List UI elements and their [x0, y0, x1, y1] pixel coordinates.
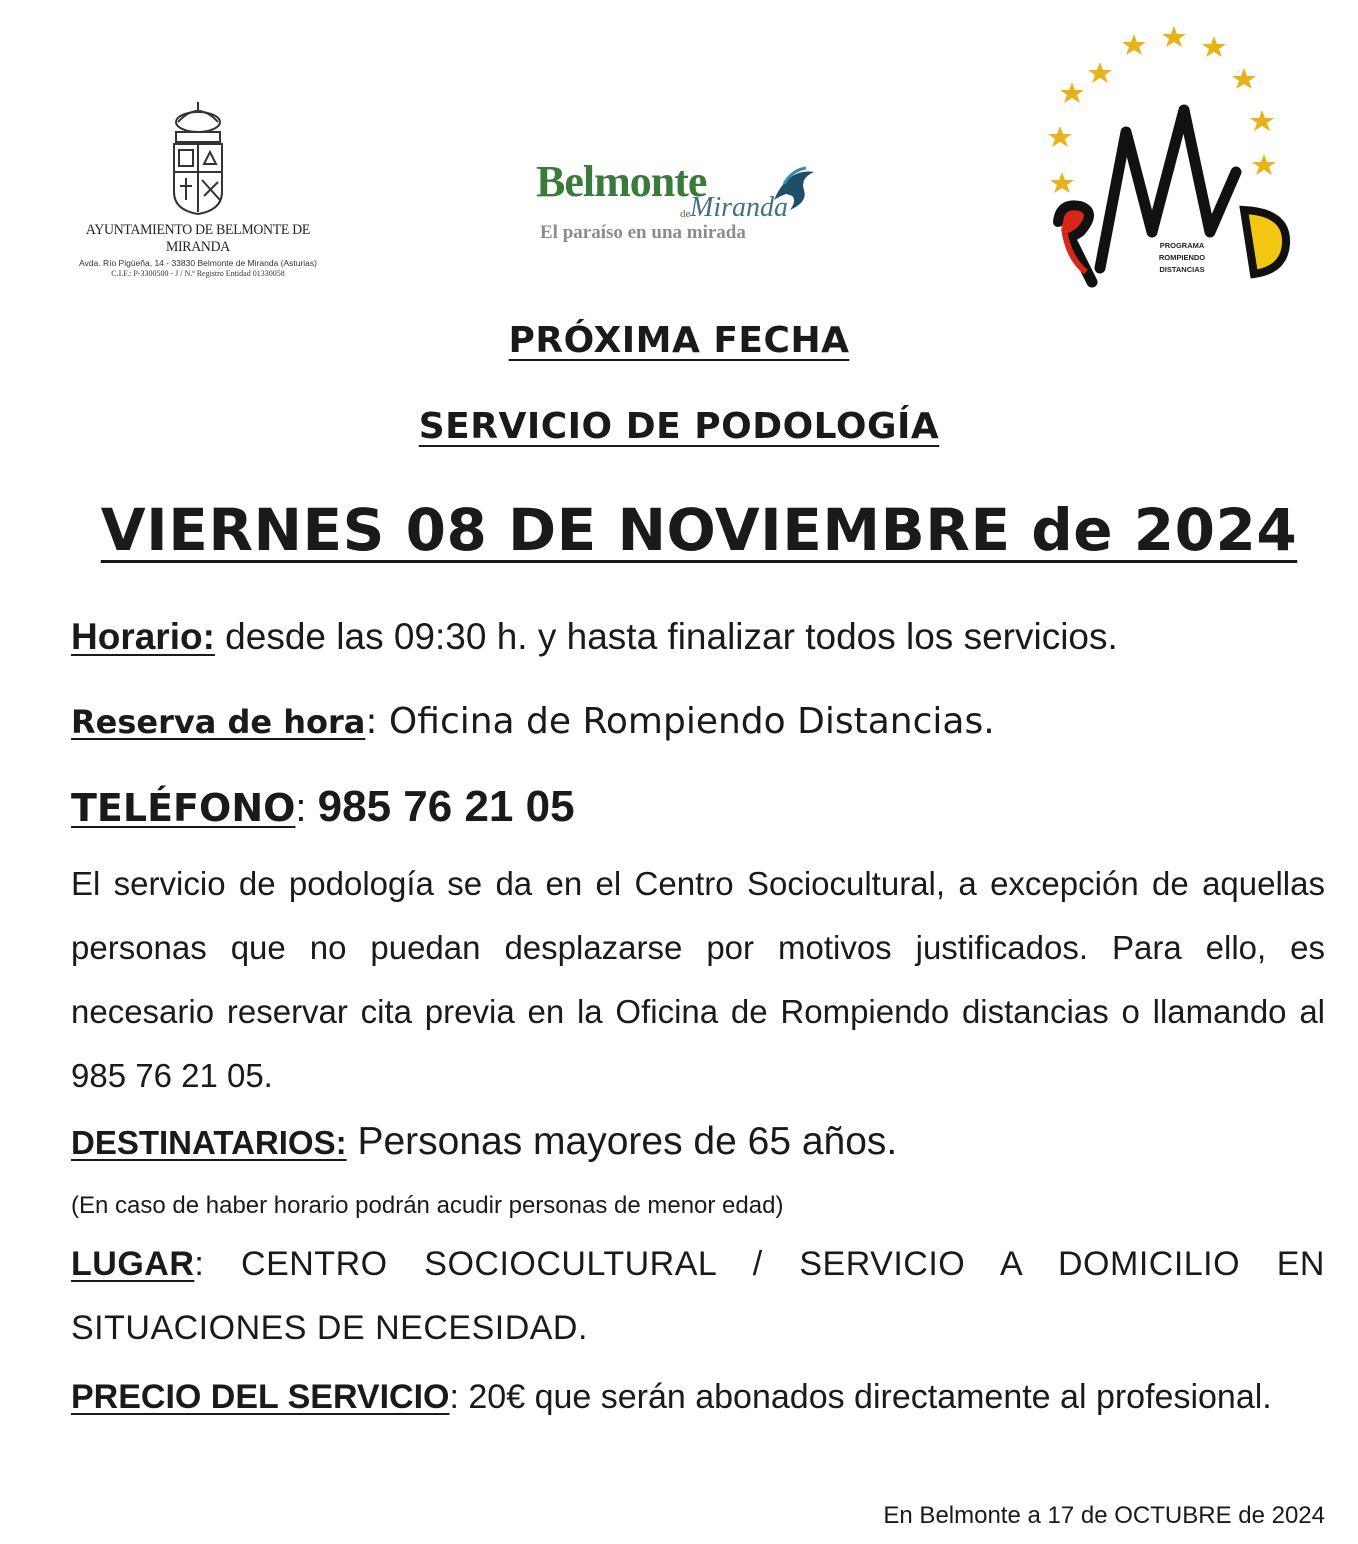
reserva-value: : Oficina de Rompiendo Distancias.: [365, 701, 995, 742]
age-note: (En caso de haber horario podrán acudir personas de menor edad): [71, 1192, 784, 1219]
horario-line: [71, 616, 1325, 658]
horario-value: desde las 09:30 h. y hasta finalizar todos los servicios.: [214, 616, 1118, 657]
lugar-block: [71, 1232, 1325, 1360]
reserva-line: [71, 700, 1325, 742]
rd-caption-line: DISTANCIAS: [1159, 265, 1205, 274]
star-icon: [1232, 68, 1256, 89]
star-ring: [1048, 26, 1276, 193]
signature-line: En Belmonte a 17 de OCTUBRE de 2024: [883, 1502, 1325, 1529]
belmonte-miranda: Miranda: [690, 192, 788, 223]
lugar-value: : CENTRO SOCIOCULTURAL / SERVICIO A DOMICILIO EN SITUACIONES DE NECESIDAD.: [71, 1245, 1325, 1347]
rd-caption: [1144, 240, 1220, 276]
star-icon: [1202, 36, 1226, 57]
destinatarios-label: DESTINATARIOS:: [71, 1124, 347, 1161]
ayuntamiento-logo: [58, 100, 338, 278]
star-icon: [1252, 154, 1276, 175]
belmonte-de: de: [680, 208, 691, 220]
star-icon: [1122, 34, 1146, 55]
star-icon: [1050, 172, 1074, 193]
horario-label: Horario:: [71, 616, 215, 657]
star-icon: [1088, 62, 1112, 83]
ayuntamiento-name: AYUNTAMIENTO DE BELMONTE DE MIRANDA: [85, 222, 311, 255]
star-icon: [1048, 126, 1072, 147]
coat-of-arms-icon: [168, 100, 228, 218]
lugar-label: LUGAR: [71, 1245, 195, 1283]
belmonte-word: Belmonte: [536, 157, 707, 206]
service-description: El servicio de podología se da en el Centro Sociocultural, a excepción de aquellas personas que no puedan desplazarse por motivos justificados. Para ello, es necesario reservar cita previa en la Oficina de Rompiendo distancias o llamando al 985 76 21 05.: [71, 865, 1325, 1094]
destinatarios-value: Personas mayores de 65 años.: [346, 1120, 898, 1163]
precio-label: PRECIO DEL SERVICIO: [71, 1378, 450, 1416]
precio-value: : 20€ que serán abonados directamente al profesional.: [449, 1378, 1272, 1416]
ayuntamiento-address: Avda. Río Pigüeña, 14 - 33830 Belmonte de Miranda (Asturias): [79, 258, 317, 268]
rd-caption-line: ROMPIENDO: [1158, 253, 1206, 262]
belmonte-tagline: El paraíso en una mirada: [540, 222, 746, 243]
precio-block: [71, 1362, 1325, 1432]
telefono-label: TELÉFONO: [71, 786, 296, 830]
title-next-date: PRÓXIMA FECHA: [508, 320, 850, 361]
rompiendo-distancias-logo: [1040, 22, 1310, 302]
belmonte-logo: [530, 150, 830, 250]
star-icon: [1250, 110, 1274, 131]
ayuntamiento-cif: C.I.F.: P-3300500 - J / N.º Registro Entidad 01330058: [111, 269, 285, 278]
destinatarios-line: [71, 1120, 1325, 1164]
star-icon: [1060, 82, 1084, 103]
title-service: SERVICIO DE PODOLOGÍA: [418, 406, 940, 447]
reserva-label: Reserva de hora: [71, 703, 366, 741]
telefono-number: 985 76 21 05: [317, 782, 575, 831]
telefono-line: [71, 782, 1325, 832]
event-date: VIERNES 08 DE NOVIEMBRE de 2024: [100, 496, 1298, 564]
star-icon: [1162, 26, 1186, 47]
telefono-separator: :: [295, 786, 318, 830]
rd-caption-line: PROGRAMA: [1159, 241, 1205, 250]
